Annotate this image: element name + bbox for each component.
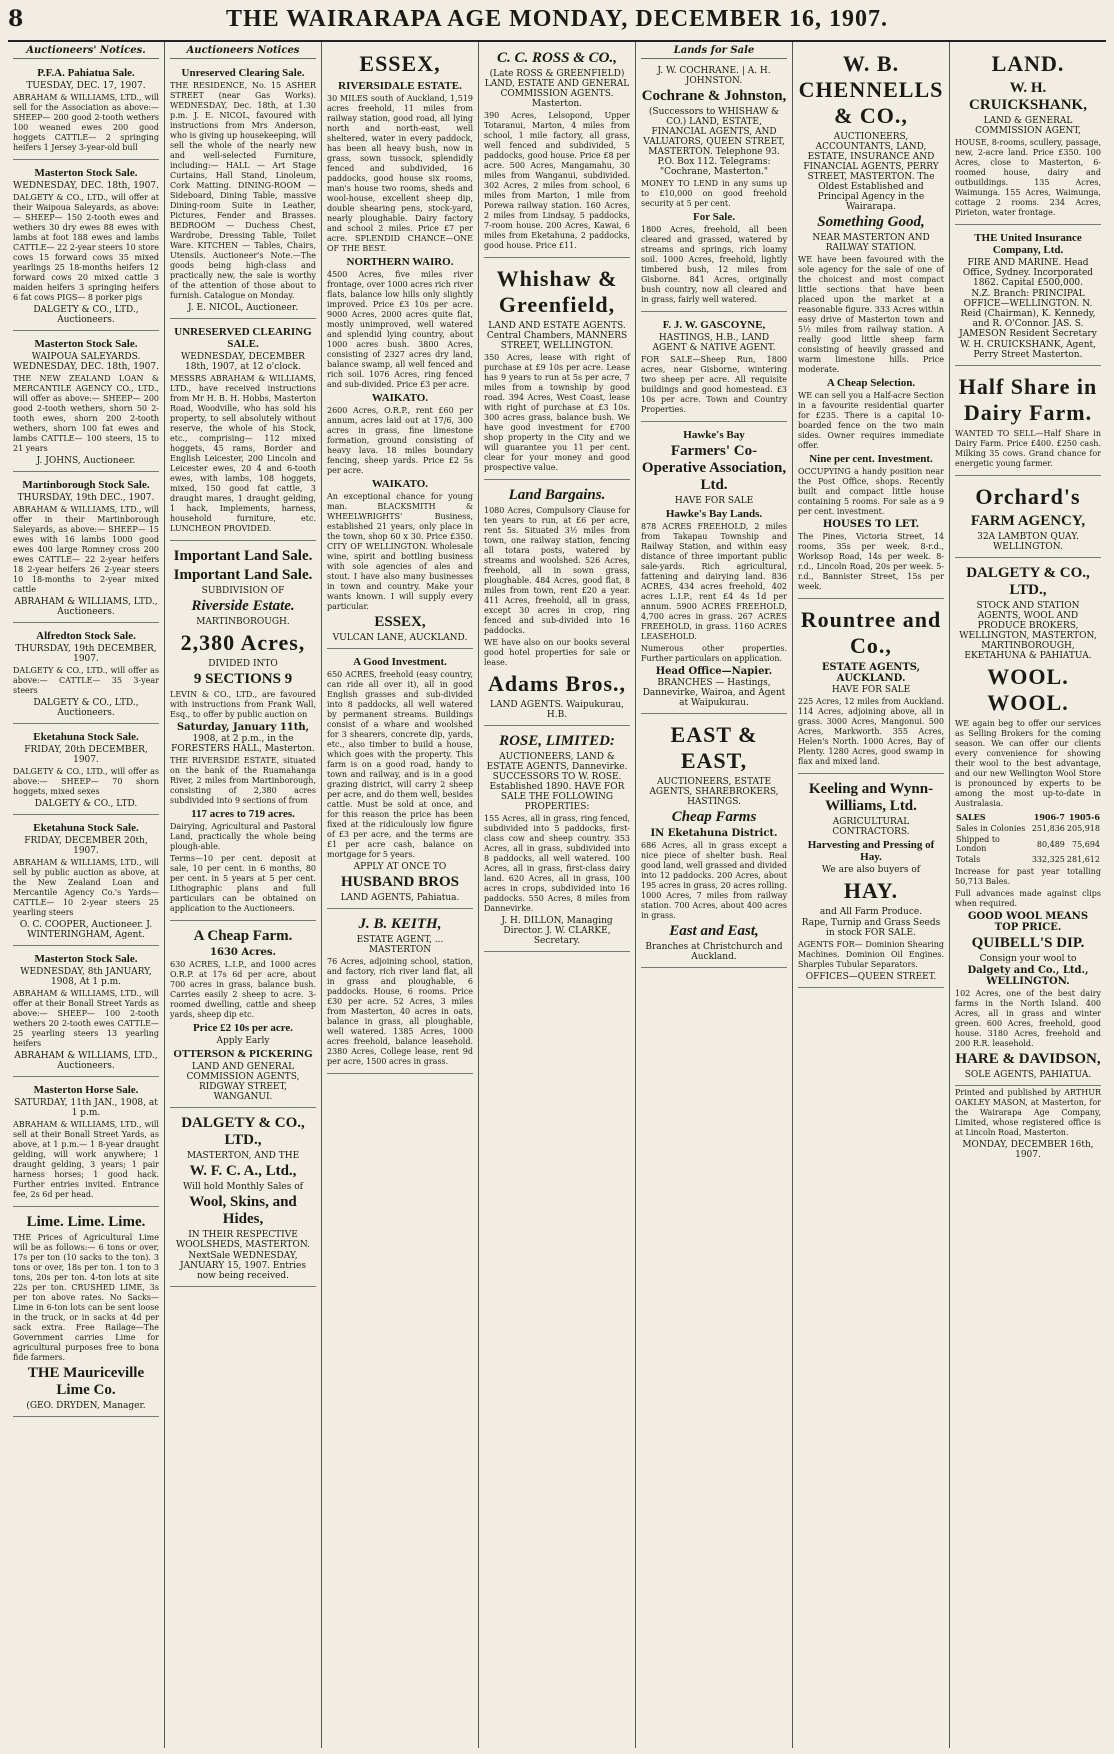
keeling-ad (798, 776, 944, 988)
woolsheds: IN THEIR RESPECTIVE WOOLSHEDS, MASTERTON. (176, 1230, 310, 1250)
husband-sub: LAND AGENTS, Pahiatua. (340, 893, 460, 903)
half-share-ad (955, 368, 1101, 476)
ross-sub: (Late ROSS & GREENFIELD) LAND, ESTATE AND GENERAL COMMISSION AGENTS. Masterton. (484, 69, 630, 109)
nz-branch: N.Z. Branch: PRINCIPAL OFFICE—WELLINGTON. N. Reid (Chairman), K. Kennedy, and R. O'Connor. JAS. S. JAMESON Resident Secretary (959, 289, 1097, 339)
clearing-sale-sign: J. E. NICOL, Auctioneer. (187, 303, 299, 313)
keeling-title: Keeling and Wynn-Williams, Ltd. (808, 781, 934, 814)
sale-date-venue: 1908, at 2 p.m., in the FORESTERS HALL, Masterton. (171, 734, 315, 754)
cochrane-title: Cochrane & Johnston, (641, 88, 787, 104)
stock-sale-title: Martinborough Stock Sale. (22, 479, 150, 491)
half-share-title: Half Share in Dairy Farm. (958, 374, 1098, 425)
table-row (955, 823, 1101, 834)
essex-title-2: ESSEX, (374, 614, 426, 630)
essex-ad (327, 45, 473, 649)
stock-sale-date: FRIDAY, 20th DECEMBER, 1907. (24, 745, 148, 765)
harvesting: Harvesting and Pressing of Hay. (807, 839, 935, 863)
riverside-body: THE RIVERSIDE ESTATE, situated on the bank of the Ruamahanga River, 2 miles from Martinborough, consisting of 2,380 acres subdivided into 9 sections of from (170, 756, 316, 805)
stock-sale-title: Masterton Stock Sale. (34, 338, 138, 350)
stock-sale-date: WEDNESDAY, DEC. 18th, 1907. (13, 181, 159, 191)
clearing-sale-ad (170, 62, 316, 319)
column-1-heading: Auctioneers' Notices. (13, 45, 159, 59)
stock-sale-body: DALGETY & CO., LTD., will offer as above:— CATTLE— 35 3-year steers (13, 666, 159, 695)
dairying-text: Dairying, Agricultural and Pastoral Land, practically the whole being plough-able. (170, 822, 316, 851)
wool-sales-table (955, 811, 1101, 865)
cochrane-body: 1800 Acres, freehold, all been cleared and grassed, watered by streams and springs, rich loamy soil. 1000 Acres, freehold, lightly timbered bush, 12 miles from Gisborne. 841 Acres, originally bush country, now all cleared and in grass, fairly well watered. (641, 225, 787, 304)
stock-sale-title: Alfredton Stock Sale. (36, 630, 136, 642)
clearing-sale-body: THE RESIDENCE, No. 15 ASHER STREET (near Gas Works). WEDNESDAY, Dec. 18th, at 1.30 p.m. J. E. NICOL, favoured with instructions from Mrs Anderson, who is giving up housekeeping, will sell the whole of the nearly new and well-selected Furniture, including:— HALL — Art Stage Curtains, Hall Stand, Linoleum, Cork Matting. DINING-ROOM — Sideboard, Dining Table, massive Dining-room Suite in Leather, Pictures, Fender and Brasses. BEDROOM — Duchess Chest, Wardrobe, Dressing Table, Toilet Ware. KITCHEN — Tables, Chairs, Utensils. Auctioneer's Note.—The goods being high-class and practically new, the sale is worthy of the attention of those about to furnish. Catalogue on Monday. (170, 81, 316, 300)
cruickshank-sub: LAND & GENERAL COMMISSION AGENT, (975, 116, 1081, 136)
stock-sale-ad (13, 333, 159, 472)
sale-date: Saturday, January 11th, (176, 722, 310, 733)
stock-sale-ad (13, 817, 159, 946)
imprint-date: MONDAY, DECEMBER 16th, 1907. (962, 1140, 1094, 1160)
essex-body-1: 30 MILES south of Auckland, 1,519 acres freehold, 11 miles from railway station, good road, all lying north and north-east, well sheltered, water in every paddock, has been all heavy bush, now in grass, sown tussock, splendidly fenced and subdivided, 16 paddocks, good house six rooms, man's house two rooms, sheds and wool-house, excellent sheep dip, double shearing pens, stock-yard, nearly ploughable. Dairy factory and school 2 miles. Price £7 per acre. SPLENDID CHANCE—ONE OF THE BEST. (327, 94, 473, 253)
agents-for: AGENTS FOR— Dominion Shearing Machines. Dominion Oil Engines. Sharples Tubular Separators. (798, 940, 944, 969)
waikato-heading: WAIKATO. (371, 392, 429, 404)
stock-sale-ad (13, 474, 159, 623)
hare-body: 102 Acres, one of the best dairy farms in the North Island. 400 Acres, all in grass and winter green. 600 Acres, freehold, good house. 3180 Acres, freehold and 200 R.R. leasehold. (955, 989, 1101, 1048)
table-cell: 75,694 (1072, 839, 1100, 849)
hawkes-bay-ad (641, 424, 787, 714)
stock-sale-date: FRIDAY, DECEMBER 20th, 1907. (24, 836, 148, 856)
farm-produce: and All Farm Produce. (819, 907, 923, 917)
cheap-farm-price: Price £2 10s per acre. (192, 1022, 294, 1034)
rose-sign: J. H. DILLON, Managing Director. J. W. CLARKE, Secretary. (501, 916, 613, 946)
lambton-quay: 32A LAMBTON QUAY. WELLINGTON. (977, 532, 1079, 552)
riversdale-estate: RIVERSIDALE ESTATE. (338, 80, 462, 92)
stock-sale-ad (13, 1079, 159, 1207)
rose-title: ROSE, LIMITED: (499, 733, 615, 749)
column-7 (950, 42, 1106, 1748)
stock-sale-title: Masterton Horse Sale. (33, 1084, 139, 1096)
acres-headline: 2,380 Acres, (180, 630, 306, 655)
whishaw-sub: LAND AND ESTATE AGENTS. Central Chambers, MANNERS STREET, WELLINGTON. (486, 321, 628, 351)
dalgety-sub-7: STOCK AND STATION AGENTS, WOOL AND PRODUCE BROKERS, WELLINGTON, MASTERTON, MARTINBOROUGH, EKETAHUNA & PAHIATUA. (959, 601, 1097, 661)
stock-sale-sign: ABRAHAM & WILLIAMS, LTD., Auctioneers. (14, 1051, 158, 1071)
investment-title: A Good Investment. (353, 656, 447, 668)
rountree-body: 225 Acres, 12 miles from Auckland. 114 Acres, adjoining above, all in grass. 3000 Acres, Mangonui. 500 Acres, Markworth. 355 Acres, Helen's North. 1000 Acres, Bay of Plenty. 1280 Acres, good swamp in flax and mixed land. (798, 697, 944, 766)
cheap-farm-title: A Cheap Farm. (193, 928, 293, 944)
cheap-selection: A Cheap Selection. (826, 377, 916, 389)
orchard-title: Orchard's (975, 484, 1081, 509)
bargains-title: Land Bargains. (508, 487, 606, 503)
lime-ad-title: Lime. Lime. Lime. (26, 1214, 146, 1230)
waikato-heading-2: WAIKATO. (371, 478, 429, 490)
bargains-body: 1080 Acres, Compulsory Clause for ten years to run, at £6 per acre, rent 5s. Situated 3½ miles from town, one railway station, fencing all totara posts, watered by streams and woolshed. 526 Acres, freehold, all in sown grass, ploughable. 484 Acres, good flat, 8 miles from town, rent £20 a year. 411 Acres, freehold, all in grass, except 30 acres in crop, ring fenced and sub-divided into 16 paddocks. (484, 506, 630, 635)
table-header-cell: 1906-7 (1033, 812, 1065, 822)
stock-sale-title: Eketahuna Stock Sale. (33, 822, 139, 834)
clearing-sale-2-date: WEDNESDAY, DECEMBER 18th, 1907, at 12 o'clock. (181, 352, 305, 372)
column-3 (322, 42, 479, 1748)
divided-label: DIVIDED INTO (208, 659, 278, 669)
wool-skins-hides: Wool, Skins, and Hides, (189, 1194, 297, 1227)
wool-wool: WOOL. WOOL. (987, 664, 1069, 715)
stock-sale-body: THE NEW ZEALAND LOAN & MERCANTILE AGENCY CO., LTD., will offer as above:— SHEEP— 200 good 2-tooth wethers, shorn 50 2-tooth ewes, shorn 200 2-tooth wethers, shorn 100 fat ewes and lambs CATTLE— 100 steers, 15 to 21 years (13, 374, 159, 453)
cheap-farm-body: 630 ACRES, L.I.P., and 1000 acres O.R.P. at 17s 6d per acre, about 700 acres in grass, balance bush. Carries easily 2 sheep to acre. 3-roomed dwelling, cattle and sheep yards, sheep dip etc. (170, 960, 316, 1019)
adams-sub: LAND AGENTS. Waipukurau, H.B. (490, 700, 624, 720)
ross-ad (484, 45, 630, 258)
east-body: 686 Acres, all in grass except a nice piece of shelter bush. Real good land, well grassed and divided into 12 paddocks. 200 Acres, about 195 acres in grass, 20 acres rolling. 1000 Acres, 7 miles from railway station. 700 Acres, about 400 acres in grass. (641, 841, 787, 920)
land-sale-title-2: Important Land Sale. (173, 567, 313, 583)
estate-location: MARTINBOROUGH. (196, 617, 290, 627)
table-cell: Totals (956, 855, 981, 864)
have-for-sale: HAVE FOR SALE (674, 496, 754, 506)
lime-ad (13, 1209, 159, 1417)
table-cell: 80,489 (1036, 839, 1065, 849)
newspaper-title: THE WAIRARAPA AGE MONDAY, DECEMBER 16, 1907. (225, 6, 889, 32)
gascoyne-sub: HASTINGS, H.B., LAND AGENT & NATIVE AGENT. (652, 333, 776, 353)
acres-range: 117 acres to 719 acres. (191, 808, 295, 820)
table-cell: 281,612 (1066, 855, 1100, 864)
nine-per-cent: Nine per cent. Investment. (809, 453, 933, 465)
wfca-name: W. F. C. A., Ltd., (189, 1163, 297, 1179)
stock-sale-sign: DALGETY & CO., LTD., Auctioneers. (33, 305, 139, 325)
clearing-sale-2-title: UNRESERVED CLEARING SALE. (174, 326, 312, 350)
keith-sub: ESTATE AGENT, ... MASTERTON (356, 935, 444, 955)
terms-text: Terms—10 per cent. deposit at sale, 10 per cent. in 6 months, 80 per cent. in 5 years at 5 per cent. Lithographic plans and full particulars can be obtained on application to the Auctioneers. (170, 854, 316, 913)
houses-body: The Pines, Victoria Street, 14 rooms, 35s per week. 8-r.d., Worksop Road, 14s per week. 8-r.d., Lincoln Road, 20s per week. 5-r.d., Bannister Street, 15s per week. (798, 532, 944, 591)
land-title: LAND. (991, 51, 1065, 76)
east-title-2: East and East, (669, 923, 759, 939)
stock-sale-sign: ABRAHAM & WILLIAMS, LTD., Auctioneers. (14, 597, 158, 617)
riverside-ad (170, 543, 316, 921)
stock-sale-title: Masterton Stock Sale. (34, 167, 138, 179)
farm-agency: FARM AGENCY, (970, 513, 1086, 529)
hawkes-bay-body: 878 ACRES FREEHOLD, 2 miles from Takapau Township and Railway Station, and within easy distance of three important public sale-yards. Rich agricultural, fattening and dairying land. 836 ACRES, 434 acres freehold, 402 acres L.I.P., rent £4 4s 1d per annum. 5900 ACRES FREEHOLD, 4,700 acres in grass. 267 ACRES FREEHOLD, in grass. 1160 ACRES LEASEHOLD. (641, 522, 787, 641)
otterson-name: OTTERSON & PICKERING (173, 1048, 313, 1060)
stock-sale-date: THURSDAY, 19th DECEMBER, 1907. (15, 644, 157, 664)
east-sub-2: Branches at Christchurch and Auckland. (645, 942, 783, 962)
rose-body: 155 Acres, all in grass, ring fenced, subdivided into 5 paddocks, first-class cow and sheep country. 353 Acres, all in grass, subdivided into 8 paddocks, all well watered. 100 Acres, all in grass, first-class dairy land. 620 Acres, all in grass, 100 acres in crops, subdivided into 16 paddocks. 550 Acres, 8 miles from Dannevirke. (484, 814, 630, 913)
chennells-sub: AUCTIONEERS, ACCOUNTANTS, LAND, ESTATE, INSURANCE AND FINANCIAL AGENTS, PERRY STREET, MASTERTON. The Oldest Established and Principal Agency in the Wairarapa. (803, 132, 939, 212)
whishaw-body: 350 Acres, lease with right of purchase at £9 10s per acre. Lease has 9 years to run at 5s per acre, 7 miles from a township by good road. 394 Acres, West Coast, lease with right of purchase at £3 10s. 300 acres grass, balance bush. We have good investment for £700 shop property in the City and we will guarantee you 11 per cent. clear for your money and good prospective value. (484, 353, 630, 472)
stock-sale-title: P.F.A. Pahiatua Sale. (37, 67, 135, 79)
stock-sale-body: ABRAHAM & WILLIAMS, LTD., will sell for the Association as above:— SHEEP— 200 good 2-tooth wethers 100 weaned ewes 200 good hoggets CATTLE— 2 springing heifers 1 Jersey 3-year-old bull (13, 93, 159, 152)
cheap-farm-acres: 1630 Acres. (210, 947, 276, 958)
orchard-ad (955, 478, 1101, 558)
united-agent: W. H. CRUICKSHANK, Agent, Perry Street Masterton. (959, 340, 1097, 360)
east-ad (641, 716, 787, 968)
table-header-cell: 1905-6 (1068, 812, 1100, 822)
essex-body-3: 2600 Acres, O.R.P., rent £60 per annum, acres laid out at 17/6, 300 acres in grass, fine limestone formation, ground consisting of heavy lava. 18 miles boundary fencing, sheep yards. Price £2 5s per acre. (327, 406, 473, 475)
rountree-ad (798, 601, 944, 774)
page-number: 8 (8, 6, 24, 32)
cheap-farms: Cheap Farms (671, 809, 757, 825)
table-cell: 332,325 (1031, 855, 1065, 864)
east-title: EAST & EAST, (670, 722, 758, 773)
table-header-cell: SALES (956, 812, 986, 822)
essex-title: ESSEX, (359, 51, 441, 76)
united-insurance-ad (955, 227, 1101, 366)
chennells-title: W. B. CHENNELLS & CO., (798, 51, 944, 128)
gascoyne-ad (641, 314, 787, 422)
clearing-sale-title: Unreserved Clearing Sale. (181, 67, 305, 79)
keith-ad (327, 911, 473, 1074)
dalgety-name: DALGETY & CO., LTD., (181, 1115, 305, 1148)
united-sub: FIRE AND MARINE. Head Office, Sydney. Incorporated 1862. Capital £500,000. (962, 258, 1094, 288)
clearing-sale-2-body: MESSRS ABRAHAM & WILLIAMS, LTD., have received instructions from Mr H. B. H. Hobbs, Masterton Road, Woodville, who has sold his property, to sell absolutely without reserve, the whole of his Stock, etc., comprising— 112 mixed hoggets, 45 rams, Border and English Leicester, 200 Lincoln and Leicester ewes, 20 4 and 6-tooth ewes, with lambs, 108 hoggets, mixed, 150 good fat cattle, 3 draught mares, 1 draught gelding, 1 hack, Implements, harness, household furniture, etc. LUNCHEON PROVIDED. (170, 374, 316, 533)
column-4 (479, 42, 636, 1748)
hay-title: HAY. (843, 878, 899, 903)
stock-sale-title: Masterton Stock Sale. (34, 953, 138, 965)
stock-sale-body: ABRAHAM & WILLIAMS, LTD., will sell by public auction as above, at the New Zealand Loan and Mercantile Agency Co.'s Yards— CATTLE— 10 2-year steers 25 yearling steers (13, 858, 159, 917)
table-cell: Sales in Colonies (956, 824, 1026, 833)
wool-body: WE again beg to offer our services as Selling Brokers for the coming season. We can offer our clients every convenience for showing their wool to the best advantage, and our new Wellington Wool Store is pronounced by experts to be among the most up-to-date in Australasia. (955, 719, 1101, 808)
stock-sale-body: ABRAHAM & WILLIAMS, LTD., will offer at their Bonall Street Yards as above:— SHEEP— 100 2-tooth wethers 20 2-tooth ewes CATTLE— 25 yearling steers 13 yearling heifers (13, 989, 159, 1048)
levin-body: LEVIN & CO., LTD., are favoured with instructions from Frank Wall, Esq., to offer by public auction on (170, 690, 316, 719)
hare-title: HARE & DAVIDSON, (955, 1051, 1101, 1067)
columns (8, 42, 1106, 1748)
next-sale: NextSale WEDNESDAY, JANUARY 15, 1907. Entries now being received. (180, 1251, 306, 1281)
cochrane-sub: (Successors to WHISHAW & CO.) LAND, ESTATE, FINANCIAL AGENTS, AND VALUATORS, QUEEN STREET, MASTERTON. Telephone 93. P.O. Box 112. Telegrams: "Cochrane, Masterton." (643, 107, 785, 177)
offices: OFFICES—QUEEN STREET. (805, 972, 937, 982)
chennells-body-2: WE can sell you a Half-acre Section in a favourite residential quarter for £235. There is a capital 10-boarded fence on the two main sides. Owner requires immediate offer. (798, 391, 944, 450)
stock-sale-sign: O. C. COOPER, Auctioneer. J. WINTERINGHAM, Agent. (19, 920, 153, 940)
apply-at-once: APPLY AT ONCE TO (353, 862, 447, 872)
dalgety-title: DALGETY & CO., LTD., (966, 565, 1090, 598)
head-office: Head Office—Napier. (655, 666, 773, 677)
quibell-dip: QUIBELL'S DIP. (971, 935, 1085, 951)
masthead (8, 6, 1106, 42)
lime-ad-body: THE Prices of Agricultural Lime will be as follows:— 6 tons or over, 17s per ton (10 sacks to the ton). 3 tons or over, 18s per ton. 1 ton to 3 tons, 20s per ton. 4-ton lots at site 22s per ton. CRUSHED LIME, 3s per ton above rates. No Sacks—Lime in 6-ton lots can be sent loose in the truck, or in sacks at 4d per sack extra. Free Railage—The Government carries Lime for agricultural purposes free to bona fide farmers. (13, 1233, 159, 1362)
table-cell: 251,836 (1031, 824, 1065, 833)
land-sale-title-1: Important Land Sale. (173, 548, 313, 564)
stock-sale-ad (13, 162, 159, 331)
cheap-farms-sub: IN Eketahuna District. (650, 828, 778, 839)
stock-sale-body: DALGETY & CO., LTD., will offer as above:— SHEEP— 70 shorn hoggets, mixed sexes (13, 767, 159, 796)
stock-sale-body: DALGETY & CO., LTD., will offer at their Waipoua Saleyards, as above:— SHEEP— 150 2-tooth ewes and wethers 30 dry ewes 88 ewes with lambs at foot 188 ewes and lambs CATTLE— 22 2-year steers 10 store cows 15 forward cows 35 mixed yearlings 25 18-months heifers 12 forward cows 20 mixed cattle 3 maiden heifers 3 springing heifers 6 fat cows PIGS— 8 porker pigs (13, 193, 159, 302)
for-sale-heading: For Sale. (693, 211, 735, 223)
dalgety-wool-ad (955, 560, 1101, 1086)
money-to-lend: MONEY TO LEND in any sums up to £10,000 on good freehold security at 5 per cent. (641, 179, 787, 208)
rountree-have: HAVE FOR SALE (831, 685, 911, 695)
numerous-properties: Numerous other properties. Further particulars on application. (641, 644, 787, 663)
hotel-properties: WE have also on our books several good hotel properties for sale or lease. (484, 638, 630, 667)
apply-early: Apply Early (216, 1036, 270, 1046)
hawkes-bay-heading: Hawke's Bay (683, 429, 745, 441)
seeds: Rape, Turnip and Grass Seeds in stock FOR SALE. (801, 918, 941, 938)
cheap-farm-ad (170, 923, 316, 1108)
clearing-sale-2-ad (170, 321, 316, 541)
stock-sale-date: WEDNESDAY, 8th JANUARY, 1908, At 1 p.m. (20, 967, 152, 987)
sections-headline: 9 SECTIONS 9 (193, 671, 293, 687)
chennells-body-3: OCCUPYING a handy position near the Post Office, shops. Recently built and compact little house containing 5 rooms. For sale as a 9 per cent. investment. (798, 467, 944, 516)
consign: Consign your wool to (979, 954, 1077, 964)
table-cell: 205,918 (1066, 824, 1100, 833)
ross-body: 390 Acres, Lelsopond, Upper Totaranui, Marton, 4 miles from school, 1 mile factory, all grass, well fenced and subdivided, 5 paddocks, good house. Price £8 per acre. 500 Acres, Mangamahu, 30 miles from Wanganui, subdivided. 302 Acres, 2 miles from school, 6 miles from Marton, 1 mile from Porewa railway station. 160 Acres, 2 miles from Lindsay, 5 paddocks, 7-room house. 200 Acres, Kawai, 6 miles from Eketahuna, 2 paddocks, good house. Price £11. (484, 111, 630, 250)
table-row (955, 854, 1101, 865)
cochrane-names: J. W. COCHRANE. | A. H. JOHNSTON. (657, 66, 771, 86)
imprint: Printed and published by ARTHUR OAKLEY MASON, at Masterton, for the Wairarapa Age Company, Limited, whose registered office is at Lincoln Road, Masterton. (955, 1088, 1101, 1137)
gascoyne-body: FOR SALE—Sheep Run, 1800 acres, near Gisborne, wintering two sheep per acre. All requisite buildings and good homestead. £3 10s per acre. Town and Country Properties. (641, 355, 787, 414)
stock-sale-ad (13, 62, 159, 160)
something-good: Something Good, (817, 214, 925, 230)
wool-sales-ad (170, 1110, 316, 1287)
column-1 (8, 42, 165, 1748)
hawkes-bay-lands: Hawke's Bay Lands. (665, 508, 763, 520)
essex-body-2: 4500 Acres, five miles river frontage, over 1000 acres rich river flats, balance low hills only slightly improved. Price £3 10s per acre. 9000 Acres, 2000 acres quite flat, mostly unimproved, well watered and splendid lying country, about 1000 acres bush. 3800 Acres, consisting of 2327 acres dry land, balance swamp, all well fenced and rich soil. 1076 Acres, ring fenced and sub-divided. Price £3 per acre. (327, 270, 473, 389)
whishaw-title: Whishaw & Greenfield, (496, 266, 618, 317)
rountree-title: Rountree and Co., (800, 607, 942, 658)
subdivision-label: SUBDIVISION OF (201, 586, 285, 596)
cruickshank-body: HOUSE, 8-rooms, scullery, passage, new, 2-acre land. Price £350. 100 Acres, close to Masterton, 6-roomed house, dairy and outbuildings. 135 Acres, Waimunga. 155 Acres, Waimunga, cottage 2 rooms. 234 Acres, Pirieton, water frontage. (955, 138, 1101, 217)
husband-bros: HUSBAND BROS (341, 874, 459, 890)
buyers-of: We are also buyers of (821, 865, 921, 875)
bargains-ad (484, 482, 630, 726)
essex-address: VULCAN LANE, AUCKLAND. (332, 633, 468, 643)
cochrane-ad (641, 62, 787, 312)
stock-sale-ad (13, 625, 159, 724)
wfca-sub: Will hold Monthly Sales of (183, 1182, 303, 1192)
otterson-sub: LAND AND GENERAL COMMISSION AGENTS, RIDGWAY STREET, WANGANUI. (186, 1062, 300, 1102)
adams-title: Adams Bros., (487, 671, 627, 696)
top-price: GOOD WOOL MEANS TOP PRICE. (967, 911, 1089, 933)
half-share-body: WANTED TO SELL—Half Share in Dairy Farm. Price £400. £250 cash. Milking 35 cows. Grand chance for energetic young farmer. (955, 429, 1101, 468)
keith-title: J. B. KEITH, (358, 916, 442, 932)
essex-body-4: An exceptional chance for young man. BLACKSMITH & WHEELWRIGHTS' Business, established 21 years, only place in the town, shop 60 x 30. Price £350. CITY OF WELLINGTON. Wholesale wine, spirit and bottling business with sole agencies of ales and stout. I have also many businesses in town and country. Make your wants known. I will supply every particular. (327, 492, 473, 611)
gascoyne-title: F. J. W. GASCOYNE, (662, 319, 766, 331)
estate-name: Riverside Estate. (191, 598, 295, 614)
column-2-heading: Auctioneers Notices (170, 45, 316, 59)
cruickshank-ad (955, 45, 1101, 225)
stock-sale-ad (13, 948, 159, 1077)
stock-sale-body: ABRAHAM & WILLIAMS, LTD., will offer in their Martinborough Saleyards, as above:— SHEEP— 15 ewes with 16 lambs 1000 good ewes 400 large Romney cross 200 ewes CATTLE— 22 2-year heifers 18 2-year heifers 26 2-year steers 10 18-months to 2-year mixed cattle (13, 505, 159, 594)
table-row (955, 834, 1101, 854)
investment-ad (327, 651, 473, 909)
stock-sale-sign: DALGETY & CO., LTD. (34, 799, 138, 809)
increase-note: Increase for past year totalling 50,713 Bales. (955, 867, 1101, 886)
column-5-heading: Lands for Sale (641, 45, 787, 59)
cruickshank-title: W. H. CRUICKSHANK, (969, 80, 1087, 113)
stock-sale-date: THURSDAY, 19th DEC., 1907. (17, 493, 155, 503)
ross-title: C. C. ROSS & CO., (496, 50, 618, 66)
stock-sale-date: WAIPOUA SALEYARDS. WEDNESDAY, DEC. 18th, 1907. (13, 352, 159, 372)
stock-sale-sign: J. JOHNS, Auctioneer. (36, 456, 136, 466)
chennells-ad (798, 45, 944, 599)
stock-sale-date: SATURDAY, 11th JAN., 1908, at 1 p.m. (14, 1098, 158, 1118)
dalgety-sub: MASTERTON, AND THE (186, 1151, 300, 1161)
dalgety-wellington: Dalgety and Co., Ltd., WELLINGTON. (967, 965, 1089, 987)
investment-body: 650 ACRES, freehold (easy country, can ride all over it), all in good English grasses and sub-divided into 8 paddocks, all well watered by permanent streams. Buildings consist of a whare and woolshed for 3 shearers, concrete dip, yards, etc., also timber to build a house, which goes with the property. This farm is on a good road, handy to town and railway, and is in a good grazing district, will carry 2 sheep per acre, and do them well, besides cattle. Must be sold at once, and for this reason the price has been fixed at the ridiculously low figure of £3 per acre, and the terms are £1 per acre cash, balance on mortgage for 5 years. (327, 670, 473, 859)
whishaw-ad (484, 260, 630, 480)
farmers-coop: Farmers' Co-Operative Association, Ltd. (641, 443, 787, 493)
rose-ad (484, 728, 630, 952)
column-5 (636, 42, 793, 1748)
stock-sale-sign: DALGETY & CO., LTD., Auctioneers. (33, 698, 139, 718)
lime-sign: (GEO. DRYDEN, Manager. (26, 1401, 146, 1411)
stock-sale-title: Eketahuna Stock Sale. (33, 731, 139, 743)
column-6 (793, 42, 950, 1748)
keeling-sub: AGRICULTURAL CONTRACTORS. (832, 817, 910, 837)
hare-sub: SOLE AGENTS, PAHIATUA. (964, 1070, 1092, 1080)
houses-to-let: HOUSES TO LET. (822, 519, 920, 530)
stock-sale-ad (13, 726, 159, 815)
keith-body: 76 Acres, adjoining school, station, and factory, rich river land flat, all in grass and ploughable, 6 paddocks. House, 6 rooms. Price £30 per acre. 52 Acres, 3 miles from Masterton, 40 acres in oats, balance in grass, all ploughable, well watered. 1385 Acres, 1000 acres freehold, balance leasehold. 2380 Acres, College lease, rent 9d per acre, 1500 acres in grass. (327, 957, 473, 1066)
lime-company: THE Mauriceville Lime Co. (27, 1365, 145, 1398)
northern-wairo: NORTHERN WAIRO. (346, 256, 454, 268)
rose-sub: AUCTIONEERS, LAND & ESTATE AGENTS, Dannevirke. SUCCESSORS TO W. ROSE. Established 1890. HAVE FOR SALE THE FOLLOWING PROPERTIES: (486, 752, 628, 812)
column-2 (165, 42, 322, 1748)
united-title: THE United Insurance Company, Ltd. (974, 232, 1082, 256)
chennells-body-1: WE have been favoured with the sole agency for the sale of one of the choicest and most compact little sections that have been placed upon the market at a reasonable figure. 333 Acres within easy drive of Masterton town and 5½ miles from railway station. A really good little sheep farm consisting of heavily grassed and warm limestone hills. Price moderate. (798, 255, 944, 374)
rountree-sub: ESTATE AGENTS, AUCKLAND. (821, 662, 921, 684)
table-cell: Shipped to London (956, 835, 1000, 853)
stock-sale-date: TUESDAY, DEC. 17, 1907. (26, 81, 146, 91)
something-good-sub: NEAR MASTERTON AND RAILWAY STATION. (812, 233, 930, 253)
stock-sale-body: ABRAHAM & WILLIAMS, LTD., will sell at their Bonall Street Yards, as above, at 1 p.m.— 1 8-year draught gelding, will work anywhere; 1 draught gelding, 3 years; 1 pair harness horses; 1 good hack. Further entries invited. Entrance fee, 2s 6d per head. (13, 1120, 159, 1199)
advances-note: Full advances made against clips when required. (955, 889, 1101, 908)
branches: BRANCHES — Hastings, Dannevirke, Wairoa, and Agent at Waipukurau. (642, 678, 786, 708)
east-sub: AUCTIONEERS, ESTATE AGENTS, SHAREBROKERS, HASTINGS. (649, 777, 779, 807)
